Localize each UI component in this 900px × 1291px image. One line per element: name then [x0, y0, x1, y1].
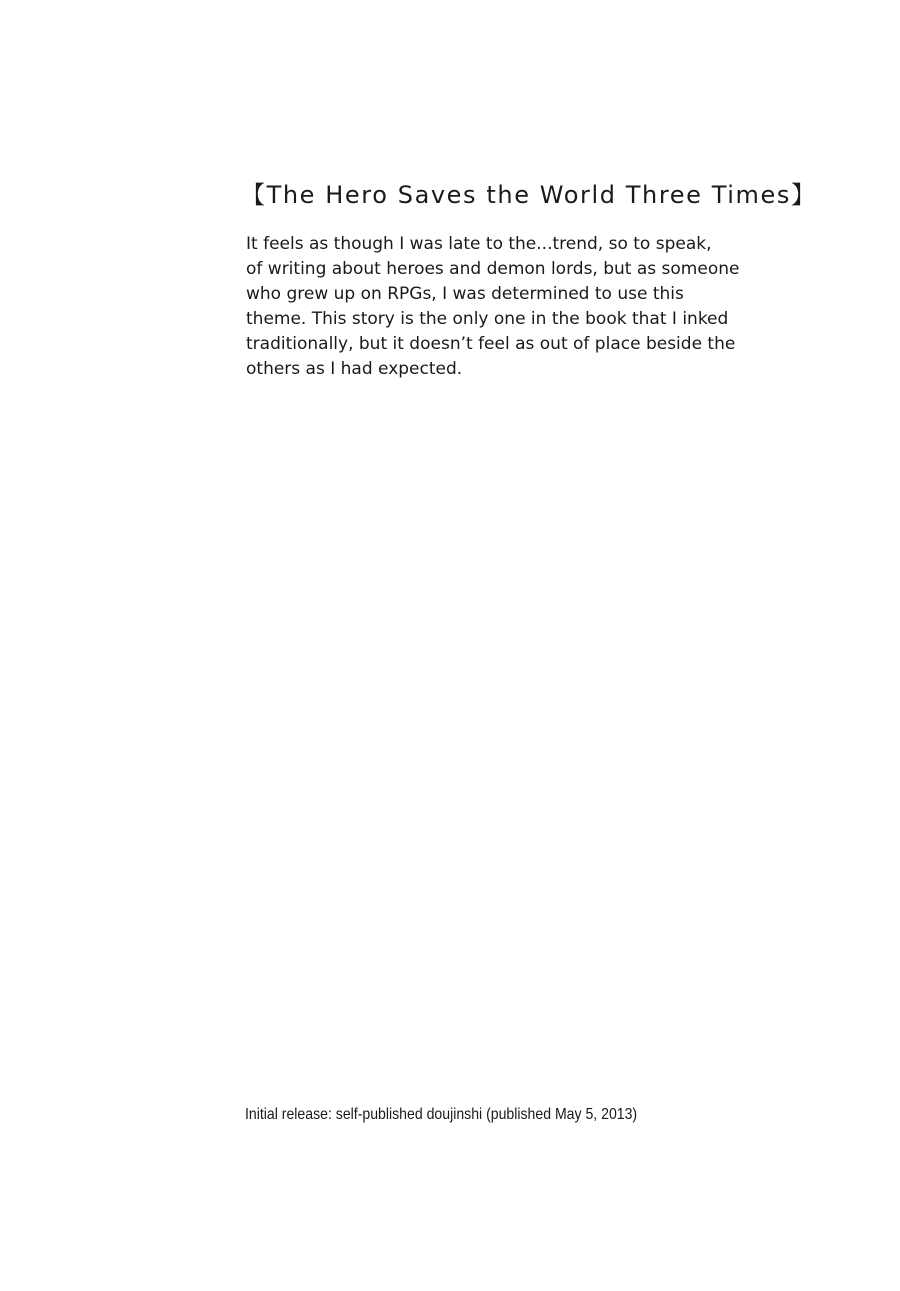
paragraph-line: traditionally, but it doesn’t feel as out of place beside the [246, 334, 736, 354]
paragraph-line: others as I had expected. [246, 359, 463, 379]
paragraph-line: theme. This story is the only one in the book that I inked [246, 309, 729, 329]
afterword-paragraph [246, 232, 766, 382]
paragraph-line: who grew up on RPGs, I was determined to use this [246, 284, 684, 304]
story-title: 【The Hero Saves the World Three Times】 [241, 181, 817, 209]
paragraph-line: It feels as though I was late to the...trend, so to speak, [246, 234, 712, 254]
initial-release-note: Initial release: self-published doujinshi (published May 5, 2013) [245, 1106, 638, 1123]
paragraph-line: of writing about heroes and demon lords, but as someone [246, 259, 740, 279]
